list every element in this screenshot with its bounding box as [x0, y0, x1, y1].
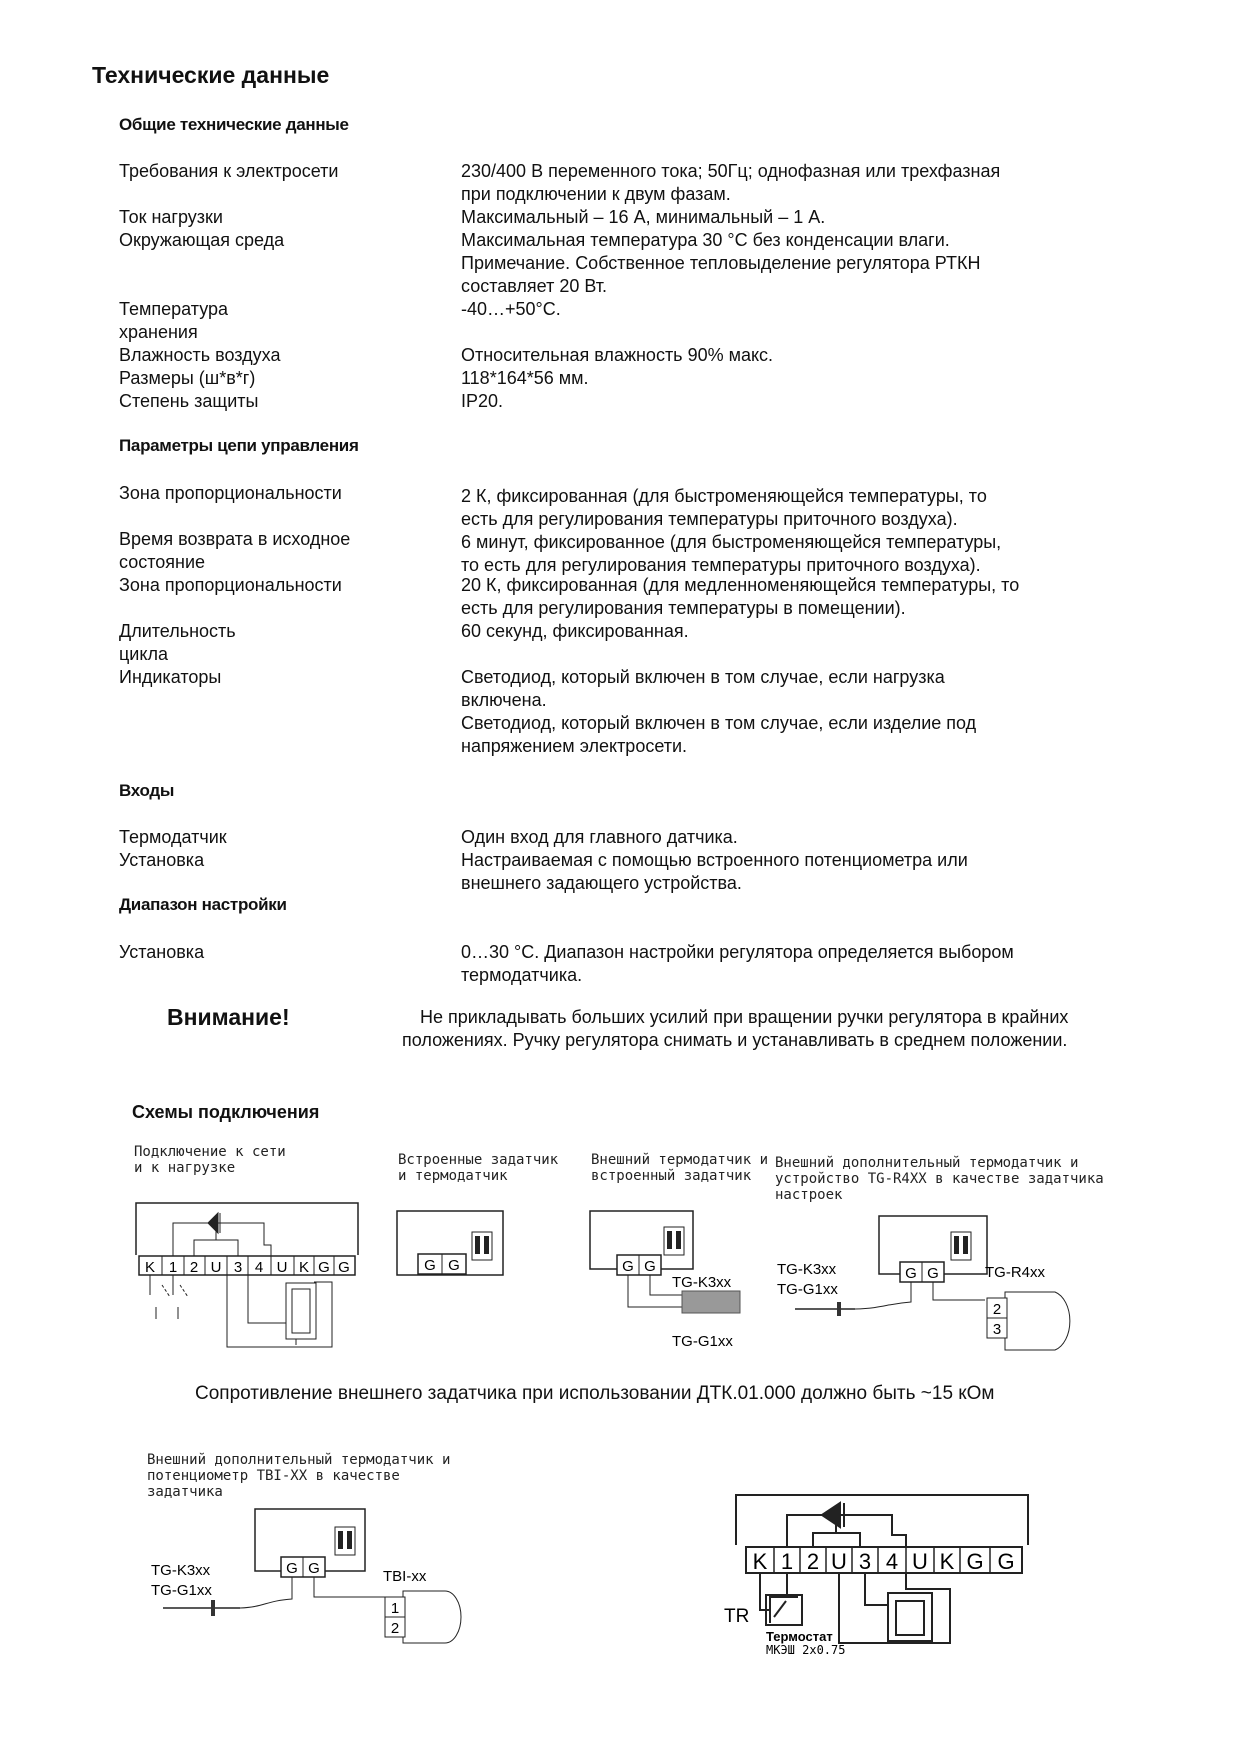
section-heading-inputs: Входы — [119, 781, 175, 800]
terminal-label: U — [912, 1549, 928, 1574]
tg-r4xx-device — [987, 1292, 1070, 1350]
terminal-label: G — [927, 1265, 939, 1282]
spec-label: Степень защиты — [119, 391, 259, 411]
scheme-caption: Внешний дополнительный термодатчик и устройство TG-R4XX в качестве задатчика настроек — [775, 1155, 1104, 1203]
spec-value: Светодиод, который включен в том случае, если нагрузка включена. Светодиод, который включен в том случае, если изделие под напряжением электросети. — [461, 667, 977, 756]
terminal-strip — [139, 1256, 355, 1276]
cable-label: МКЭШ 2х0.75 — [766, 1643, 846, 1657]
pin-label: 2 — [390, 1620, 400, 1637]
sensor-probe-icon — [682, 1291, 740, 1313]
spec-label: Длительность цикла — [119, 621, 236, 664]
pin-label: 2 — [992, 1301, 1002, 1318]
device-label: TBI-xx — [383, 1568, 427, 1585]
tbi-device — [385, 1591, 461, 1643]
terminal-label: 1 — [168, 1259, 178, 1276]
sensor-label: TG-G1xx — [777, 1281, 838, 1298]
diagram-external-r4xx — [775, 1212, 1100, 1362]
spec-label: Установка — [119, 850, 205, 870]
triac-symbol — [173, 1213, 271, 1256]
triac-symbol — [787, 1503, 906, 1547]
sensor-label: TG-K3xx — [777, 1261, 837, 1278]
scheme-caption: Встроенные задатчик и термодатчик — [398, 1152, 559, 1184]
potentiometer-icon — [664, 1227, 684, 1255]
terminal-label: U — [210, 1259, 222, 1276]
terminal-label: G — [966, 1549, 984, 1574]
terminal-label: G — [644, 1258, 656, 1275]
diagram-thermostat — [710, 1485, 1050, 1685]
sensor-label: TG-K3xx — [151, 1562, 211, 1579]
spec-label: Зона пропорциональности — [119, 575, 342, 595]
terminal-label: 2 — [806, 1549, 820, 1574]
terminal-label: 1 — [780, 1549, 794, 1574]
diagram-builtin — [393, 1207, 508, 1282]
terminal-label: G — [997, 1549, 1015, 1574]
sensor-label: TG-K3xx — [672, 1274, 732, 1291]
diagram-mains-load — [128, 1195, 368, 1370]
potentiometer-icon — [951, 1232, 971, 1260]
terminal-label: G — [338, 1259, 350, 1276]
spec-label: Время возврата в исходное состояние — [119, 529, 351, 572]
spec-label: Размеры (ш*в*г) — [119, 368, 256, 388]
page-title: Технические данные — [92, 62, 330, 88]
spec-label: Зона пропорциональности — [119, 483, 342, 503]
terminal-label: K — [752, 1549, 768, 1574]
resistance-note: Сопротивление внешнего задатчика при использовании ДТК.01.000 должно быть ~15 кОм — [195, 1383, 995, 1404]
terminal-label: K — [298, 1259, 310, 1276]
terminal-label: 2 — [189, 1259, 199, 1276]
scheme-caption: Внешний дополнительный термодатчик и потенциометр TBI-XX в качестве задатчика — [147, 1452, 451, 1500]
terminal-label: K — [144, 1259, 156, 1276]
potentiometer-icon — [472, 1232, 492, 1260]
spec-label: Ток нагрузки — [119, 207, 223, 227]
spec-label: Индикаторы — [119, 667, 222, 687]
spec-value: 230/400 В переменного тока; 50Гц; однофазная или трехфазная при подключении к двум фазам. — [461, 161, 1001, 204]
scheme-caption: Внешний термодатчик и встроенный задатчик — [591, 1152, 769, 1184]
terminal-label: 3 — [233, 1259, 243, 1276]
sensor-label: TG-G1xx — [672, 1333, 733, 1350]
sensor-label: TG-G1xx — [151, 1582, 212, 1599]
scheme-caption: Подключение к сети и к нагрузке — [134, 1144, 286, 1176]
spec-value: 118*164*56 мм. — [461, 368, 589, 388]
terminal-label: U — [831, 1549, 847, 1574]
spec-value: 2 К, фиксированная (для быстроменяющейся температуры, то есть для регулирования температуры приточного воздуха). — [461, 486, 987, 529]
terminal-label: G — [318, 1259, 330, 1276]
section-heading-range: Диапазон настройки — [119, 895, 287, 914]
spec-value: 60 секунд, фиксированная. — [461, 621, 689, 641]
device-label: TG-R4xx — [985, 1264, 1045, 1281]
warning-text: Не прикладывать больших усилий при вращении ручки регулятора в крайних положениях. Ручку регулятора снимать и устанавливать в среднем положении. — [402, 1007, 1069, 1050]
spec-value: IP20. — [461, 391, 504, 411]
terminal-strip — [746, 1547, 1022, 1574]
terminal-label: 4 — [885, 1549, 899, 1574]
terminal-label: U — [276, 1259, 288, 1276]
spec-value: 6 минут, фиксированное (для быстроменяющейся температуры, то есть для регулирования температуры приточного воздуха). — [461, 532, 1002, 575]
thermostat-label: Термостат — [766, 1629, 833, 1644]
pin-label: 3 — [992, 1321, 1002, 1338]
terminal-label: G — [286, 1560, 298, 1577]
spec-label: Температура хранения — [119, 299, 229, 342]
diagram-external-sensor — [586, 1207, 761, 1357]
terminal-label: G — [448, 1257, 460, 1274]
terminal-label: G — [905, 1265, 917, 1282]
spec-label: Окружающая среда — [119, 230, 285, 250]
spec-label: Установка — [119, 942, 205, 962]
terminal-label: 3 — [858, 1549, 872, 1574]
section-heading-control: Параметры цепи управления — [119, 436, 359, 455]
spec-value: -40…+50°С. — [461, 299, 561, 319]
spec-label: Требования к электросети — [119, 161, 339, 181]
spec-value: Максимальная температура 30 °С без конденсации влаги. Примечание. Собственное тепловыделение регулятора РТКН составляет 20 Вт. — [461, 230, 981, 296]
spec-value: 20 К, фиксированная (для медленноменяющейся температуры, то есть для регулирования температуры в помещении). — [461, 575, 1020, 618]
spec-value: Один вход для главного датчика. — [461, 827, 738, 847]
spec-value: 0…30 °С. Диапазон настройки регулятора определяется выбором термодатчика. — [461, 942, 1014, 985]
terminal-label: K — [939, 1549, 955, 1574]
spec-value: Максимальный – 16 А, минимальный – 1 А. — [461, 207, 826, 227]
terminal-label: 4 — [254, 1259, 264, 1276]
schemes-title: Схемы подключения — [132, 1102, 320, 1122]
spec-value: Настраиваемая с помощью встроенного потенциометра или внешнего задающего устройства. — [461, 850, 968, 893]
terminal-label: G — [424, 1257, 436, 1274]
diagram-external-tbi — [145, 1505, 485, 1665]
spec-label: Влажность воздуха — [119, 345, 281, 365]
tr-label: TR — [724, 1606, 750, 1627]
terminal-label: G — [308, 1560, 320, 1577]
warning-title: Внимание! — [167, 1004, 290, 1030]
spec-value: Относительная влажность 90% макс. — [461, 345, 774, 365]
section-heading-general: Общие технические данные — [119, 115, 349, 134]
spec-label: Термодатчик — [119, 827, 227, 847]
terminal-label: G — [622, 1258, 634, 1275]
potentiometer-icon — [335, 1527, 355, 1555]
pin-label: 1 — [390, 1600, 400, 1617]
